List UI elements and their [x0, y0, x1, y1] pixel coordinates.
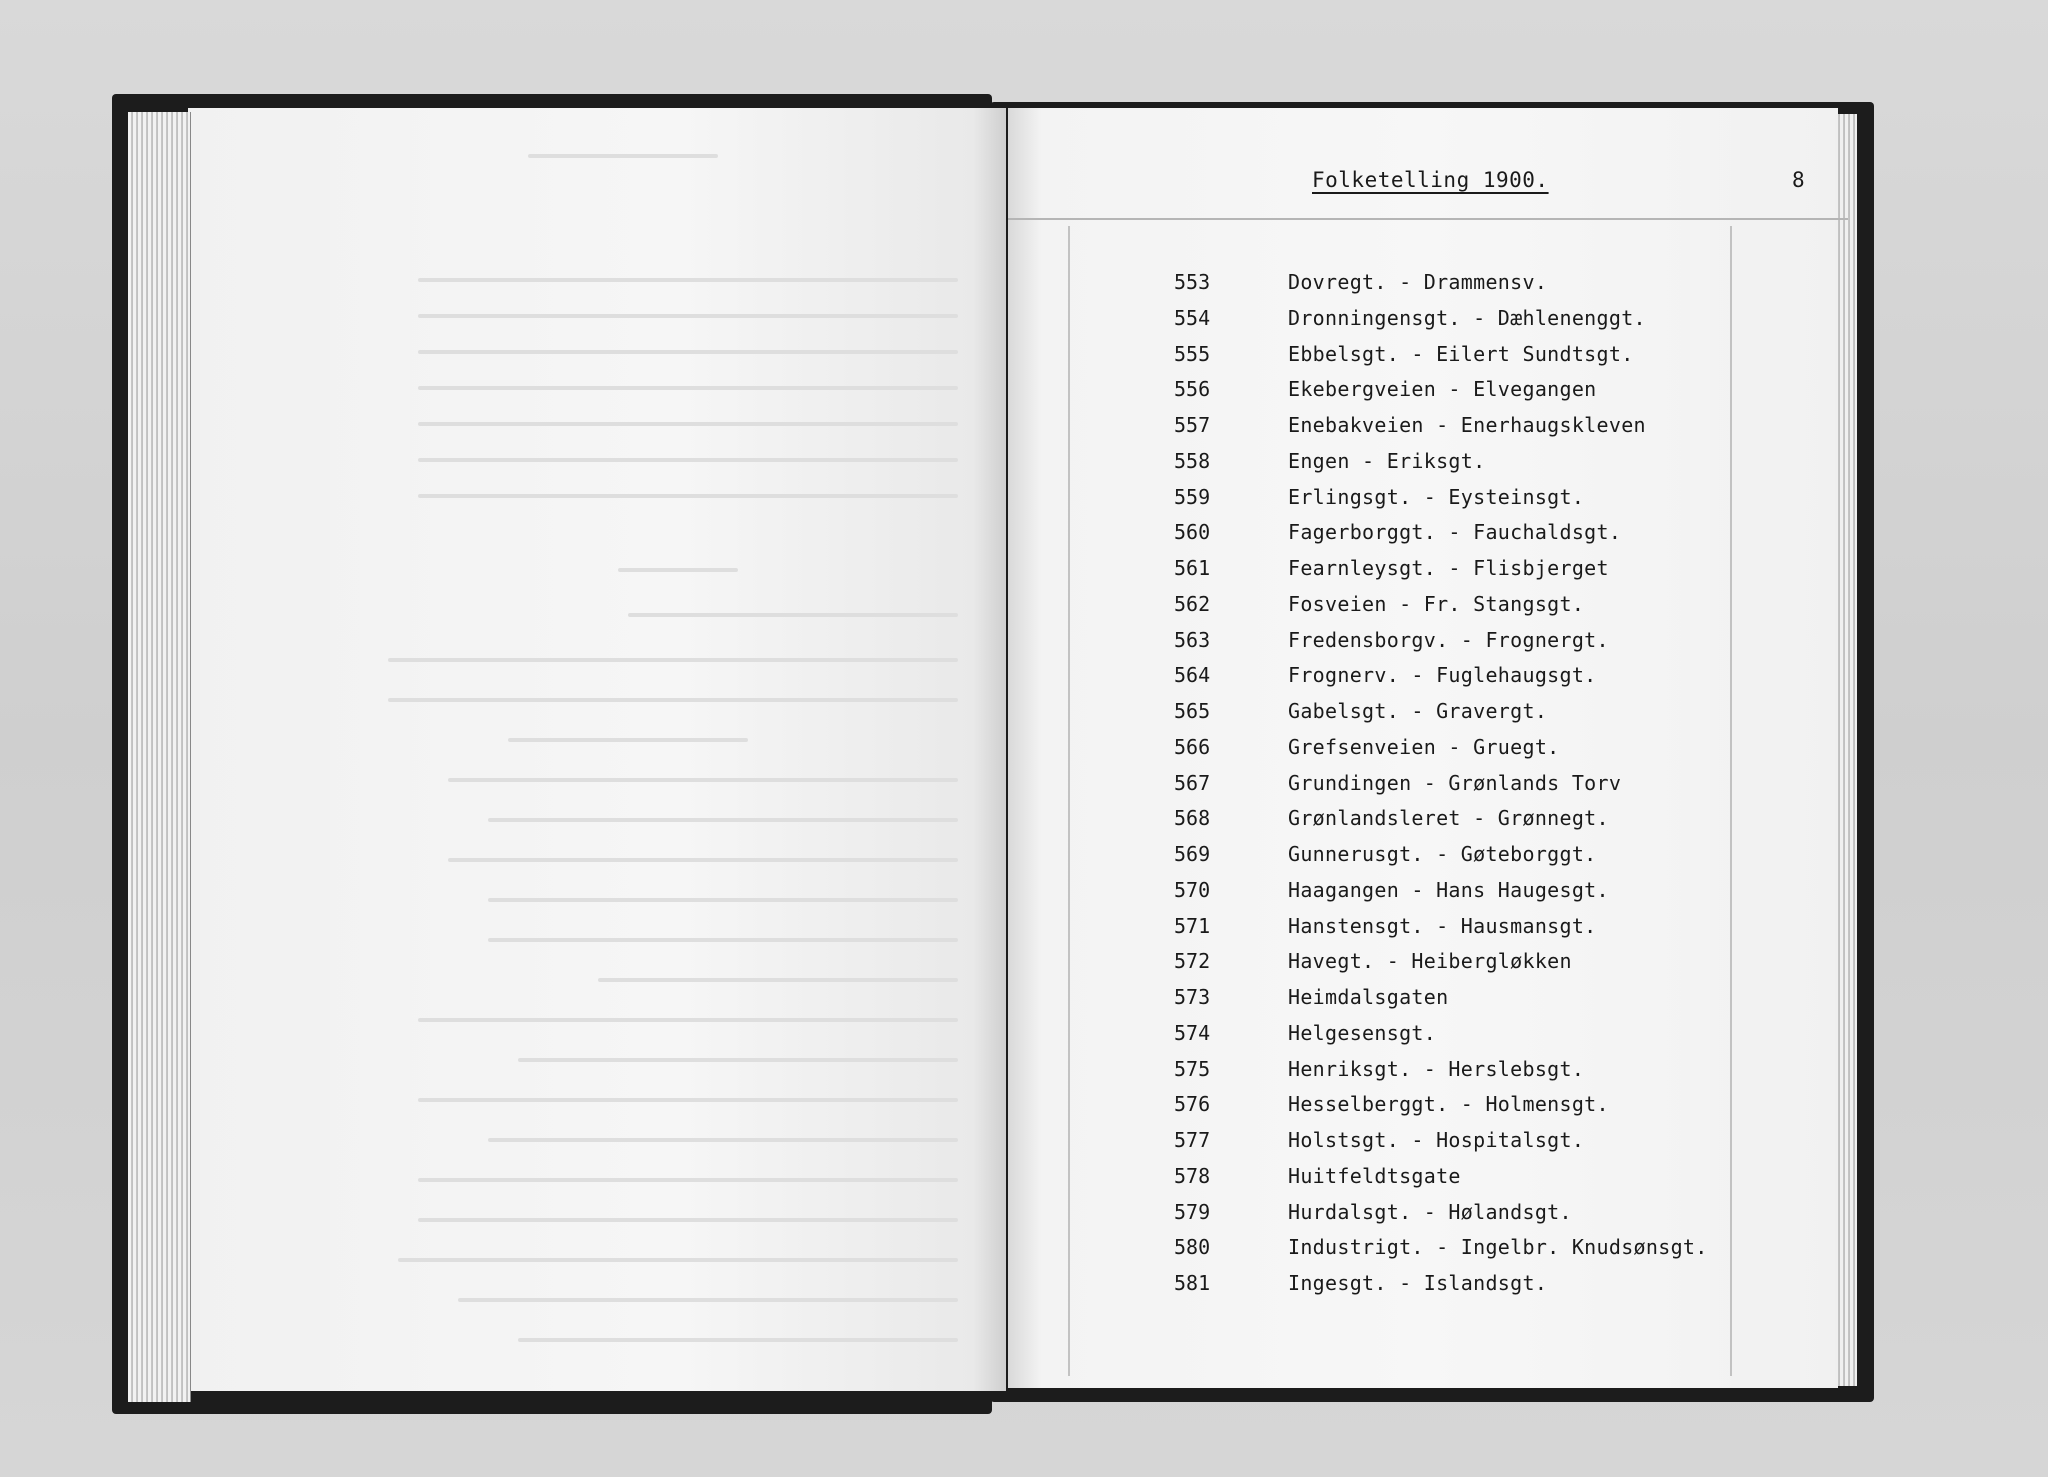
entry-streets: Grundingen - Grønlands Torv	[1288, 770, 1622, 795]
entry-streets: Grefsenveien - Gruegt.	[1288, 734, 1560, 759]
entry-streets: Erlingsgt. - Eysteinsgt.	[1288, 484, 1585, 509]
page-edges-right	[1835, 114, 1857, 1386]
entry-number: 555	[1174, 341, 1211, 366]
entry-streets: Ingesgt. - Islandsgt.	[1288, 1271, 1548, 1295]
entry-number: 581	[1174, 1271, 1211, 1295]
entry-number: 558	[1174, 448, 1211, 473]
entry-number: 565	[1174, 699, 1211, 723]
entry-streets: Holstsgt. - Hospitalsgt.	[1288, 1128, 1585, 1152]
entry-streets: Helgesensgt.	[1288, 1020, 1437, 1045]
entry-number: 577	[1174, 1128, 1211, 1152]
entry-streets: Frognerv. - Fuglehaugsgt.	[1288, 663, 1597, 688]
entry-streets: Grønlandsleret - Grønnegt.	[1288, 806, 1609, 831]
page-edges-left	[128, 112, 191, 1402]
entry-streets: Henriksgt. - Herslebsgt.	[1288, 1056, 1585, 1081]
entry-number: 554	[1174, 305, 1211, 330]
entry-number: 564	[1174, 663, 1211, 688]
entry-streets: Dovregt. - Drammensv.	[1288, 270, 1548, 294]
header-rule	[1008, 218, 1848, 220]
entry-streets: Gunnerusgt. - Gøteborggt.	[1288, 842, 1597, 866]
entry-streets: Engen - Eriksgt.	[1288, 448, 1486, 473]
entry-number: 560	[1174, 520, 1211, 545]
entry-streets: Ekebergveien - Elvegangen	[1288, 377, 1597, 402]
page-title: Folketelling 1900.	[1312, 168, 1549, 192]
column-rule-right	[1730, 226, 1732, 1376]
entry-number: 574	[1174, 1020, 1211, 1045]
page-number: 8	[1792, 168, 1805, 192]
entry-streets: Havegt. - Heibergløkken	[1288, 949, 1572, 974]
entry-number: 568	[1174, 806, 1211, 831]
entry-number: 567	[1174, 770, 1211, 795]
entry-number: 559	[1174, 484, 1211, 509]
entry-streets: Gabelsgt. - Gravergt.	[1288, 699, 1548, 723]
entry-streets: Haagangen - Hans Haugesgt.	[1288, 877, 1609, 902]
entry-number: 566	[1174, 734, 1211, 759]
entry-streets: Huitfeldtsgate	[1288, 1163, 1461, 1188]
column-rule-left	[1068, 226, 1070, 1376]
entry-number: 569	[1174, 842, 1211, 866]
entry-number: 570	[1174, 877, 1211, 902]
entry-number: 557	[1174, 413, 1211, 437]
entry-streets: Fagerborggt. - Fauchaldsgt.	[1288, 520, 1622, 545]
entry-streets: Dronningensgt. - Dæhlenenggt.	[1288, 305, 1646, 330]
entry-streets: Hurdalsgt. - Hølandsgt.	[1288, 1199, 1572, 1224]
entry-number: 556	[1174, 377, 1211, 402]
entry-number: 576	[1174, 1092, 1211, 1117]
entry-number: 579	[1174, 1199, 1211, 1224]
entry-number: 553	[1174, 270, 1211, 294]
entry-number: 575	[1174, 1056, 1211, 1081]
entry-streets: Hanstensgt. - Hausmansgt.	[1288, 913, 1597, 938]
entry-number: 571	[1174, 913, 1211, 938]
entry-streets: Heimdalsgaten	[1288, 985, 1449, 1009]
entry-number: 580	[1174, 1235, 1211, 1260]
entry-number: 561	[1174, 556, 1211, 580]
entry-streets: Enebakveien - Enerhaugskleven	[1288, 413, 1646, 437]
entry-streets: Ebbelsgt. - Eilert Sundtsgt.	[1288, 341, 1634, 366]
entry-streets: Industrigt. - Ingelbr. Knudsønsgt.	[1288, 1235, 1708, 1260]
entry-streets: Fredensborgv. - Frognergt.	[1288, 627, 1609, 652]
entry-streets: Fosveien - Fr. Stangsgt.	[1288, 591, 1585, 616]
entry-number: 578	[1174, 1163, 1211, 1188]
bleed-through-text	[188, 108, 1006, 1391]
entry-number: 572	[1174, 949, 1211, 974]
entry-number: 562	[1174, 591, 1211, 616]
entry-number: 563	[1174, 627, 1211, 652]
entry-streets: Hesselberggt. - Holmensgt.	[1288, 1092, 1609, 1117]
entry-streets: Fearnleysgt. - Flisbjerget	[1288, 556, 1609, 580]
entry-number: 573	[1174, 985, 1211, 1009]
left-page	[188, 108, 1006, 1391]
